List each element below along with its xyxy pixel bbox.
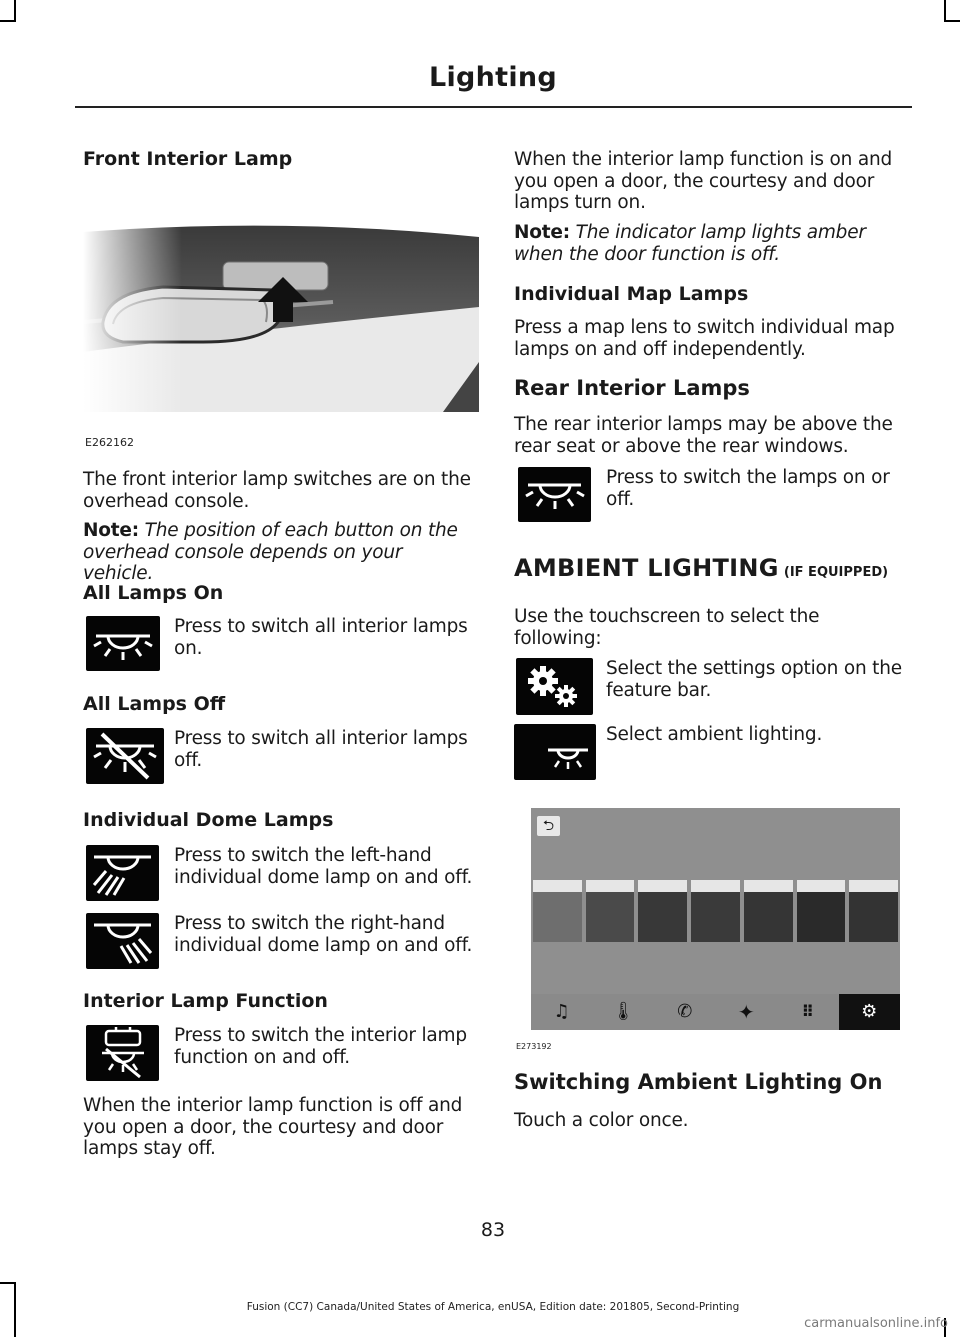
settings-gears-icon (516, 658, 593, 715)
crop-mark (944, 20, 960, 22)
map-para: Press a map lens to switch individual map lamps on and off independently. (514, 317, 895, 360)
dome-lamp-right-icon (86, 913, 159, 969)
color-swatch[interactable] (744, 880, 793, 942)
note-label: Note: (514, 222, 570, 243)
settings-icon: ⚙ (839, 994, 901, 1030)
heading-all-lamps-off: All Lamps Off (83, 693, 226, 715)
heading-individual-map-lamps: Individual Map Lamps (514, 283, 749, 305)
note-text: The indicator lamp lights amber when the door function is off. (514, 222, 866, 265)
function-on-para: When the interior lamp function is on and you open a door, the courtesy and door lamps turn on. (514, 149, 893, 213)
header-divider (75, 106, 912, 108)
apps-icon: ⠿ (801, 1002, 814, 1021)
crop-mark (944, 0, 946, 22)
switching-para: Touch a color once. (514, 1110, 689, 1131)
overhead-console-illustration (83, 212, 479, 412)
image-code-label: E273192 (516, 1042, 552, 1051)
back-arrow-icon: ⮌ (537, 816, 560, 836)
navigation-icon: ✦ (737, 1000, 755, 1024)
touchscreen-illustration (531, 808, 900, 1030)
note-position (83, 520, 478, 585)
color-swatch[interactable] (849, 880, 898, 942)
settings-text: Select the settings option on the feature bar. (606, 658, 902, 701)
note-indicator (514, 222, 909, 265)
color-swatch[interactable] (691, 880, 740, 942)
edition-info: Fusion (CC7) Canada/United States of America, enUSA, Edition date: 201805, Second-Printing (246, 1301, 740, 1313)
rear-icon-text: Press to switch the lamps on or off. (606, 467, 890, 510)
climate-icon: 🌡︎ (611, 1001, 635, 1022)
color-swatch-row (531, 880, 900, 942)
dome-lamp-on-icon (86, 616, 160, 671)
all-off-text: Press to switch all interior lamps off. (174, 728, 468, 771)
note-label: Note: (83, 520, 139, 541)
color-swatch[interactable] (533, 880, 582, 942)
interior-lamp-function-icon (86, 1025, 159, 1081)
para-switches: The front interior lamp switches are on the overhead console. (83, 469, 471, 512)
ambient-icon-text: Select ambient lighting. (606, 724, 823, 745)
dome-right-text: Press to switch the right-hand individual dome lamp on and off. (174, 913, 473, 956)
crop-mark (14, 0, 16, 22)
page-number: 83 (480, 1219, 506, 1241)
function-text: Press to switch the interior lamp function on and off. (174, 1025, 467, 1068)
color-swatch[interactable] (797, 880, 846, 942)
crop-mark (0, 1282, 16, 1284)
phone-icon: ✆ (677, 1001, 693, 1022)
heading-switching-ambient: Switching Ambient Lighting On (514, 1070, 883, 1094)
heading-front-interior-lamp: Front Interior Lamp (83, 148, 293, 170)
heading-rear-interior-lamps: Rear Interior Lamps (514, 376, 750, 400)
dome-lamp-off-icon (86, 728, 164, 784)
rear-para: The rear interior lamps may be above the rear seat or above the rear windows. (514, 414, 893, 457)
rear-lamp-icon (518, 467, 591, 522)
heading-individual-dome-lamps: Individual Dome Lamps (83, 809, 334, 831)
ambient-lighting-icon (514, 724, 596, 780)
dome-lamp-left-icon (86, 845, 159, 901)
dome-left-text: Press to switch the left-hand individual dome lamp on and off. (174, 845, 473, 888)
page-header-title: Lighting (428, 62, 558, 93)
function-off-para: When the interior lamp function is off and you open a door, the courtesy and door lamps stay off. (83, 1095, 463, 1159)
crop-mark (0, 20, 16, 22)
ambient-heading-suffix: (IF EQUIPPED) (783, 565, 889, 580)
all-on-text: Press to switch all interior lamps on. (174, 616, 468, 659)
color-swatch[interactable] (638, 880, 687, 942)
music-icon: ♫ (553, 1001, 570, 1022)
feature-bar (531, 994, 900, 1030)
heading-interior-lamp-function: Interior Lamp Function (83, 990, 328, 1012)
ambient-heading-main: AMBIENT LIGHTING (514, 554, 779, 582)
heading-ambient-lighting (514, 554, 914, 582)
note-text: The position of each button on the overhead console depends on your vehicle. (83, 520, 458, 584)
heading-all-lamps-on: All Lamps On (83, 582, 224, 604)
color-swatch[interactable] (586, 880, 635, 942)
watermark: carmanualsonline.info (804, 1316, 948, 1331)
ambient-para: Use the touchscreen to select the following: (514, 606, 820, 649)
image-code-label: E262162 (85, 436, 134, 449)
